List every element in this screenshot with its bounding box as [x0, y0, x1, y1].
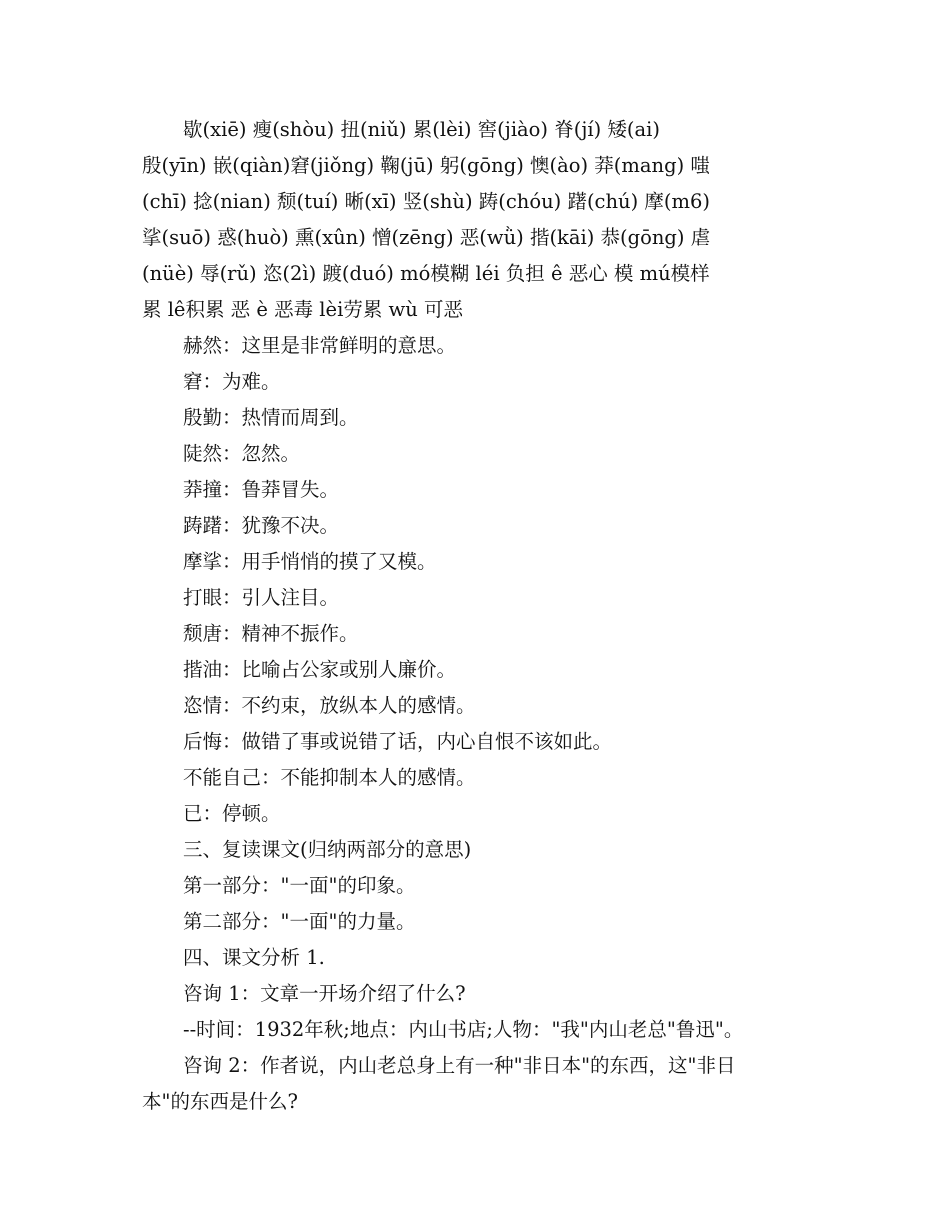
question-one: 咨询 1：文章一开场介绍了什么?: [183, 982, 466, 1005]
definition-item: 后悔：做错了事或说错了话，内心自恨不该如此。: [183, 730, 613, 753]
section-four-heading: 四、课文分析 1.: [183, 946, 325, 969]
part-one-summary: 第一部分："一面"的印象。: [183, 874, 416, 897]
definition-item: 殷勤：热情而周到。: [183, 406, 359, 429]
definition-item: 踌躇：犹豫不决。: [183, 514, 340, 537]
vocab-line-3: (chī) 捻(nian) 颓(tuí) 晰(xī) 竖(shù) 踌(chóu) 躇(chú) 摩(m6): [142, 190, 711, 213]
answer-one: --时间：1932年秋;地点：内山书店;人物："我"内山老总"鲁迅"。: [183, 1018, 744, 1041]
vocabulary-paragraph: [142, 112, 812, 328]
section-three-heading: 三、复读课文(归纳两部分的意思): [183, 838, 472, 861]
section-three: [142, 832, 812, 940]
definition-item: 陡然：忽然。: [183, 442, 301, 465]
definition-item: 不能自己：不能抑制本人的感情。: [183, 766, 476, 789]
vocab-line-5: (nüè) 辱(rǔ) 恣(2ì) 踱(duó) mó模糊 léi 负担 ê 恶心 模 mú模样: [142, 262, 710, 285]
definition-item: 赫然：这里是非常鲜明的意思。: [183, 334, 457, 357]
definition-item: 摩挲：用手悄悄的摸了又模。: [183, 550, 437, 573]
definition-item: 已：停顿。: [183, 802, 281, 825]
definition-item: 揩油：比喻占公家或别人廉价。: [183, 658, 457, 681]
definition-item: 打眼：引人注目。: [183, 586, 340, 609]
vocab-line-2: 殷(yīn) 嵌(qiàn)窘(jiǒng) 鞠(jū) 躬(gōng) 懊(ào) 莽(mang) 嗤: [142, 154, 710, 177]
question-two-line-1: 咨询 2：作者说，内山老总身上有一种"非日本"的东西，这"非日: [183, 1054, 736, 1077]
definition-item: 莽撞：鲁莽冒失。: [183, 478, 340, 501]
document-body: [142, 112, 812, 1120]
question-two-line-2: 本"的东西是什么?: [142, 1090, 298, 1113]
definitions-list: [142, 328, 812, 832]
part-two-summary: 第二部分："一面"的力量。: [183, 910, 416, 933]
section-four: [142, 940, 812, 1120]
definition-item: 颓唐：精神不振作。: [183, 622, 359, 645]
definition-item: 窘：为难。: [183, 370, 281, 393]
definition-item: 恣情：不约束，放纵本人的感情。: [183, 694, 476, 717]
vocab-line-4: 挲(suō) 惑(huò) 熏(xûn) 憎(zēng) 恶(wǜ) 揩(kāi) 恭(gōng) 虐: [142, 226, 711, 249]
vocab-line-1: 歇(xiē) 瘦(shòu) 扭(niǔ) 累(lèi) 窖(jiào) 脊(jí) 矮(ai): [183, 118, 660, 141]
vocab-line-6: 累 lê积累 恶 è 恶毒 lèi劳累 wù 可恶: [142, 298, 463, 321]
